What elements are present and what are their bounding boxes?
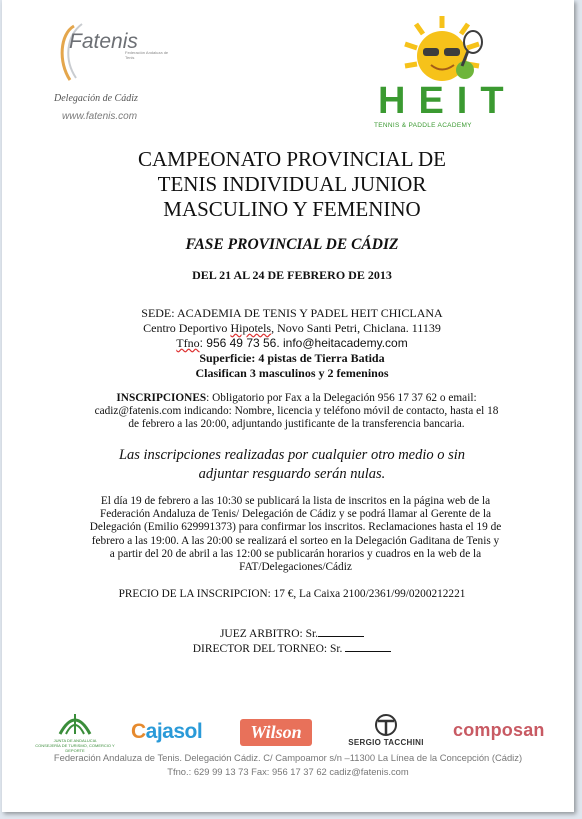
- composan-logo: composan: [453, 720, 545, 740]
- junta-andalucia-logo: [30, 706, 120, 753]
- registration-label: INSCRIPCIONES: [116, 392, 207, 404]
- document-page: [2, 0, 574, 812]
- cajasol-logo: [131, 720, 202, 744]
- page-footer: [2, 751, 574, 779]
- cajasol-c: C: [131, 720, 146, 743]
- registration-text: : Obligatorio por Fax a la Delegación 956 17 37 62 o email: cadiz@fatenis.com indicando: Nombre, licencia y teléfono móvil de contacto, hasta el 18 de febrero a las 20:00, adjuntando justificante de la transferencia bancaria.: [94, 392, 499, 431]
- registration-warning: [2, 446, 574, 484]
- junta-name: JUNTA DE ANDALUCIA: [53, 738, 97, 743]
- phase-heading: FASE PROVINCIAL DE CÁDIZ: [185, 236, 399, 253]
- wilson-text: Wilson: [250, 722, 302, 742]
- venue-name: SEDE: ACADEMIA DE TENIS Y PADEL HEIT CHICLANA: [141, 306, 443, 320]
- fatenis-delegation: Delegación de Cádiz: [54, 93, 138, 104]
- officials-block: [2, 627, 574, 656]
- referee-line: [2, 627, 574, 642]
- venue-contact-b: : 956 49 73 56. info@heitacademy.com: [199, 336, 408, 350]
- venue-address-b: Hipotels: [230, 321, 272, 335]
- director-label: DIRECTOR DEL TORNEO: Sr.: [192, 642, 343, 655]
- director-blank: [345, 642, 391, 652]
- venue-address-c: , Novo Santi Petri, Chiclana. 11139: [271, 321, 441, 335]
- director-line: [2, 642, 574, 657]
- registration-paragraph: [94, 392, 499, 432]
- event-dates: DEL 21 AL 24 DE FEBRERO DE 2013: [192, 268, 392, 282]
- sergio-tacchini-logo: [338, 714, 434, 750]
- fatenis-logo: [52, 22, 169, 127]
- tacchini-emblem-icon: [338, 714, 434, 738]
- heit-logo: [361, 14, 519, 132]
- heit-wordmark: HEIT: [378, 80, 517, 122]
- fee-line: PRECIO DE LA INSCRIPCION: 17 €, La Caixa 2100/2361/99/0200212221: [118, 588, 466, 600]
- venue-surface: Superficie: 4 pistas de Tierra Batida: [199, 351, 385, 365]
- footer-contact: Tfno.: 629 99 13 73 Fax: 956 17 37 62 cadiz@fatenis.com: [167, 766, 409, 777]
- cajasol-rest: ajasol: [145, 720, 203, 743]
- fatenis-subtitle: Federación Andaluza de Tenis: [125, 50, 169, 60]
- footer-address: Federación Andaluza de Tenis. Delegación Cádiz. C/ Campoamor s/n –11300 La Línea de la Concepción (Cádiz): [53, 752, 523, 763]
- junta-sub: CONSEJERÍA DE TURISMO, COMERCIO Y DEPORTE: [35, 743, 115, 753]
- venue-qualifiers: Clasifican 3 masculinos y 2 femeninos: [195, 366, 389, 380]
- junta-emblem-icon: [30, 706, 120, 738]
- fatenis-website: www.fatenis.com: [62, 111, 138, 122]
- sponsor-strip: [2, 702, 574, 753]
- venue-address: [2, 321, 574, 336]
- schedule-paragraph: El día 19 de febrero a las 10:30 se publicará la lista de inscritos en la página web de la Federación Andaluza de Tenis/ Delegación de Cádiz y se podrá llamar al Gerente de la Delegación (Emilio 629991373) para confirmar los inscritos. Reclamaciones hasta el 19 de febrero a las 19:00. A las 20:00 se realizará el sorteo en la Delegación Gaditana de Tenis y a partir del 20 de abril a las 12:00 se publicarán horarios y cuadros en la web de la FAT/Delegaciones/Cádiz: [89, 495, 502, 574]
- title-line-1: CAMPEONATO PROVINCIAL DE: [137, 147, 447, 171]
- venue-contact-a: Tfno: [176, 336, 200, 350]
- heit-tagline: TENNIS & PADDLE ACADEMY: [374, 122, 472, 129]
- fatenis-name: Fatenis: [69, 30, 138, 53]
- warning-line-1: Las inscripciones realizadas por cualquier otro medio o sin: [118, 447, 466, 463]
- referee-label: JUEZ ARBITRO: Sr.: [219, 628, 319, 640]
- document-title: [2, 147, 574, 222]
- warning-line-2: adjuntar resguardo serán nulas.: [198, 466, 386, 482]
- title-line-3: MASCULINO Y FEMENINO: [163, 197, 421, 221]
- title-line-2: TENIS INDIVIDUAL JUNIOR: [157, 172, 427, 196]
- venue-contact: [2, 336, 574, 351]
- venue-block: [2, 306, 574, 381]
- referee-blank: [318, 627, 364, 637]
- venue-address-a: Centro Deportivo: [143, 321, 231, 335]
- wilson-logo: [240, 719, 312, 746]
- tacchini-text: SERGIO TACCHINI: [348, 738, 424, 747]
